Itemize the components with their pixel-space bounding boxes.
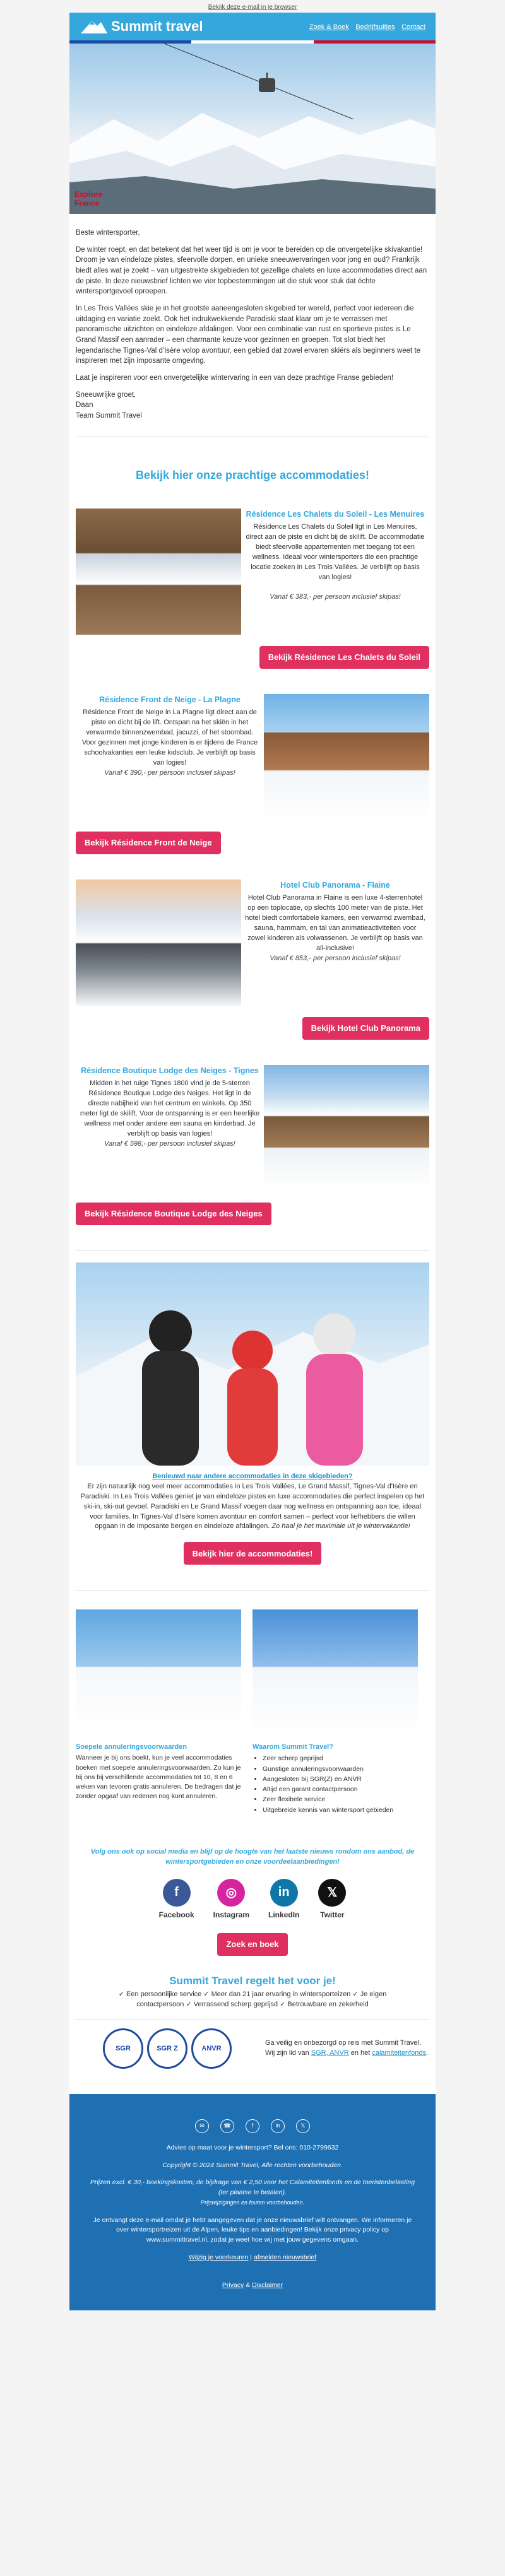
- other-accommodations-link[interactable]: Benieuwd naar andere accommodaties in deze skigebieden?: [152, 1472, 353, 1480]
- skiers-group-image-right: [252, 1609, 418, 1736]
- intro-paragraph-2: In Les Trois Vallées skie je in het grootste aaneengesloten skigebied ter wereld, perfect voor iedereen die uitdaging en variatie zoekt. Ook het indrukwekkende Paradiski staat klaar om je te verrassen met panoramische uitzichten en eindeloze afdalingen. Voor een combinatie van rust en sportieve pistes is Le Grand Massif een aanrader – een charmante keuze voor gezinnen en groepen. Tot slot biedt het legendarische Tignes-Val d'Isère volop avontuur, een gebied dat zowel ervaren skiërs als beginners weet te inspireren met zijn imposante omgeving.: [76, 305, 421, 365]
- accommodation-2-text: Résidence Front de Neige in La Plagne ligt direct aan de piste en dicht bij de lift. Ontspan na het skiën in het verwarmde binnenzwembad, jacuzzi, of het stoombad. Voor gezinnen met jonge kinderen is er tijdens de France schoolvakanties een leuke kidsclub. Je verblijft op basis van logies!: [81, 708, 258, 767]
- accommodation-4-title: Résidence Boutique Lodge des Neiges - Tignes: [81, 1066, 259, 1075]
- why-summit-title: Waarom Summit Travel?: [252, 1743, 333, 1751]
- divider: [76, 1250, 429, 1251]
- accommodation-4-image[interactable]: [264, 1065, 429, 1191]
- accommodation-3-text: Hotel Club Panorama in Flaine is een luxe 4-sterrenhotel op een toplocatie, op slechts 100 meter van de piste. Het hotel biedt comfortabele kamers, een verwarmd zwembad, sauna, hammam, en tal van animatieactiviteiten voor zowel kinderen als volwassenen. Je verblijft op basis van all-inclusive!: [245, 893, 425, 952]
- linkedin-icon[interactable]: in: [271, 2119, 285, 2133]
- phone-icon[interactable]: ☎: [220, 2119, 234, 2133]
- hero-label: Explore France: [74, 190, 103, 208]
- instagram-icon: ◎: [217, 1879, 245, 1907]
- linkedin-link[interactable]: in LinkedIn: [268, 1879, 299, 1919]
- accommodation-2-price: Vanaf € 390,- per persoon inclusief skipas!: [104, 768, 235, 777]
- footer-icons: [88, 2119, 417, 2133]
- nav-zoek-boek[interactable]: Zoek & Boek: [309, 23, 349, 31]
- sgrz-logo: SGR Z: [147, 2028, 187, 2069]
- regelt-line-2: contactpersoon ✓ Verrassend scherp geprijsd ✓ Betrouwbare en zekerheid: [136, 2000, 369, 2008]
- mountain-logo-icon: [80, 18, 109, 35]
- hero-image[interactable]: [69, 44, 436, 214]
- guarantee-logos: [76, 2028, 259, 2069]
- intro-paragraph-3: Laat je inspireren voor een onvergetelijke wintervaring in een van deze prachtige Franse gebieden!: [76, 374, 394, 382]
- instagram-link[interactable]: ◎ Instagram: [213, 1879, 249, 1919]
- calamiteitenfonds-link[interactable]: calamiteitenfonds: [372, 2049, 426, 2057]
- social-tagline: Volg ons ook op social media en blijf op de hoogte van het laatste nieuws rondom ons aanbod, de wintersportgebieden en onze voordeelaanbiedingen!: [90, 1847, 415, 1866]
- mail-icon[interactable]: ✉: [195, 2119, 209, 2133]
- accommodation-1-text: Résidence Les Chalets du Soleil ligt in Les Menuires, direct aan de piste en dicht bij de skilift. De accommodatie biedt sfeervolle appartementen met toegang tot een wellness. Ideaal voor wintersporters die een prachtige locatie zoeken in Les Trois Vallées. Je verblijft op basis van logies!: [246, 522, 425, 581]
- skiers-group-image-left: [76, 1609, 241, 1736]
- mountains-graphic: [69, 107, 436, 214]
- logo-text: Summit travel: [111, 18, 203, 34]
- accommodation-3: [69, 879, 436, 1006]
- manage-preferences-link[interactable]: Wijzig je voorkeuren: [188, 2253, 249, 2261]
- facebook-icon: f: [163, 1879, 191, 1907]
- section-title: Bekijk hier onze prachtige accommodaties!: [135, 468, 370, 481]
- footer-legal: Privacy & Disclaimer: [222, 2281, 283, 2289]
- footer-prices: Prijzen excl. € 30,- boekingskosten, de bijdrage van € 2,50 voor het Calamiteitenfonds en de toeristenbelasting (ter plaatse te betalen). Prijswijzigingen en fouten voorbehouden.: [90, 2179, 415, 2206]
- accommodation-3-price: Vanaf € 853,- per persoon inclusief skipas!: [270, 954, 401, 962]
- x-icon[interactable]: 𝕏: [296, 2119, 310, 2133]
- view-in-browser-link[interactable]: Bekijk deze e-mail in je browser: [208, 4, 297, 11]
- accommodation-2: [69, 694, 436, 820]
- kids-skiing-image[interactable]: [76, 1262, 429, 1466]
- disclaimer-link[interactable]: Disclaimer: [252, 2281, 283, 2289]
- twitter-icon: 𝕏: [318, 1879, 346, 1907]
- email-body: [69, 13, 436, 2310]
- accommodation-1-image[interactable]: [76, 509, 241, 635]
- nav-contact[interactable]: Contact: [401, 23, 425, 31]
- kids-graphic: [76, 1262, 429, 1466]
- accommodation-2-button[interactable]: Bekijk Résidence Front de Neige: [76, 832, 221, 854]
- social-links: [69, 1879, 436, 1928]
- anvr-logo: ANVR: [191, 2028, 232, 2069]
- accommodation-1-title: Résidence Les Chalets du Soleil - Les Menuires: [246, 509, 425, 519]
- accommodation-1-price: Vanaf € 383,- per persoon inclusief skipas!: [270, 593, 401, 601]
- accommodation-3-button[interactable]: Bekijk Hotel Club Panorama: [302, 1017, 429, 1040]
- cancellation-text: Wanneer je bij ons boekt, kun je veel accommodaties boeken met soepele annuleringsvoorwaarden. Zo kun je bij ons bij verschillende accommodaties tot 10, 8 en 6 weken van tevoren gratis annuleren. De bedragen dat je zonder opgaaf van redenen nog kunt annuleren.: [76, 1754, 241, 1801]
- footer: [69, 2094, 436, 2311]
- footer-links: Wijzig je voorkeuren | afmelden nieuwsbrief: [188, 2253, 317, 2261]
- header: [69, 13, 436, 40]
- other-accommodations-text: Er zijn natuurlijk nog veel meer accommodaties in Les Trois Vallées, Le Grand Massif, Tignes-Val d'Isère en Paradiski. In Les Trois Vallées geniet je van eindeloze pistes en luxe accommodaties die perfect inspelen op het ski-in, ski-out gevoel. Paradiski en Le Grand Massif voegen daar nog wellness en ontspanning aan toe, ideaal voor families. In Tignes-Val d'Isère komen avontuur en comfort samen – perfect voor liefhebbers die willen opgaan in de imposante bergen en eindeloze afdalingen. Zo haal je het maximale uit je wintervakantie!: [80, 1482, 425, 1531]
- topbar: [0, 0, 505, 13]
- cable-car-graphic: [69, 44, 436, 119]
- nav-bedrijfsuitjes[interactable]: Bedrijfsuitjes: [355, 23, 395, 31]
- features: [69, 1591, 436, 1815]
- footer-advice: Advies op maat voor je wintersport? Bel ons: 010-2799632: [166, 2143, 339, 2151]
- header-nav: [306, 21, 425, 32]
- search-book-button[interactable]: Zoek en boek: [217, 1933, 287, 1956]
- guarantee: [69, 2020, 436, 2094]
- facebook-link[interactable]: f Facebook: [159, 1879, 194, 1919]
- regelt-title: Summit Travel regelt het voor je!: [169, 1974, 336, 1987]
- accommodation-2-image[interactable]: [264, 694, 429, 820]
- intro-text: [69, 214, 436, 437]
- twitter-link[interactable]: 𝕏 Twitter: [318, 1879, 346, 1919]
- signature: Sneeuwrijke groet, Daan Team Summit Travel: [76, 391, 142, 420]
- intro-paragraph-1: De winter roept, en dat betekent dat het weer tijd is om je voor te bereiden op die onvergetelijke skivakantie! Droom je van eindeloze pistes, sfeervolle dorpen, en unieke sneeuwervaringen voor jong en oud? Frankrijk biedt alles wat je zoekt – van uitgestrekte skigebieden tot gezellige chalets en luxe accommodaties direct aan de piste. In deze nieuwsbrief lichten we vier topbestemmingen uit die stuk voor stuk dat échte wintersportgevoel oproepen.: [76, 245, 427, 296]
- accommodation-4-text: Midden in het ruige Tignes 1800 vind je de 5-sterren Résidence Boutique Lodge des Neiges. Het ligt in de directe nabijheid van het centrum en winkels. Op 350 meter ligt de skilift. Voor de ontspanning is er een heerlijke wellness met onder andere een sauna en kinderbad. Je verblijft op basis van logies!: [80, 1079, 260, 1138]
- greeting: Beste wintersporter,: [76, 229, 140, 237]
- sgr-logo: SGR: [103, 2028, 143, 2069]
- linkedin-icon: in: [270, 1879, 298, 1907]
- why-summit-list: • Zeer scherp geprijsd • Gunstige annuleringsvoorwaarden • Aangesloten bij SGR(Z) en ANVR • Altijd een garant contactpersoon • Zeer flexibele service • Uitgebreide kennis van wintersport gebieden: [252, 1753, 418, 1815]
- accommodation-1: [69, 509, 436, 635]
- other-accommodations: [69, 1466, 436, 1539]
- privacy-link[interactable]: Privacy: [222, 2281, 244, 2289]
- accommodation-3-image[interactable]: [76, 879, 241, 1006]
- accommodation-1-button[interactable]: Bekijk Résidence Les Chalets du Soleil: [259, 646, 429, 669]
- accommodation-2-title: Résidence Front de Neige - La Plagne: [99, 695, 241, 704]
- unsubscribe-link[interactable]: afmelden nieuwsbrief: [253, 2253, 317, 2261]
- accommodation-4-button[interactable]: Bekijk Résidence Boutique Lodge des Neiges: [76, 1203, 271, 1225]
- accommodation-3-title: Hotel Club Panorama - Flaine: [280, 880, 390, 890]
- guarantee-text: Ga veilig en onbezorgd op reis met Summit Travel. Wij zijn lid van SGR, ANVR en het calamiteitenfonds.: [265, 2038, 429, 2057]
- regelt-line-1: ✓ Een persoonlijke service ✓ Meer dan 21 jaar ervaring in wintersporteizen ✓ Je eigen: [118, 1990, 387, 1998]
- cancellation-title: Soepele annuleringsvoorwaarden: [76, 1743, 187, 1751]
- view-accommodations-button[interactable]: Bekijk hier de accommodaties!: [184, 1542, 322, 1565]
- accommodation-4: [69, 1065, 436, 1191]
- accommodation-4-price: Vanaf € 598,- per persoon inclusief skipas!: [104, 1139, 235, 1148]
- summit-regelt: [69, 1975, 436, 2019]
- footer-reason: Je ontvangt deze e-mail omdat je hebt aangegeven dat je onze nieuwsbrief wilt ontvangen. We informeren je over wintersportreizen uit de Alpen, leuke tips en aanbiedingen! Bekijk onze privacy policy op www.summittravel.nl, zodat je weet hoe wij met jouw gegevens omgaan.: [93, 2216, 412, 2244]
- sgr-anvr-link[interactable]: SGR, ANVR: [311, 2049, 349, 2057]
- footer-copyright: Copyright © 2024 Summit Travel, Alle rechten voorbehouden.: [162, 2161, 343, 2169]
- logo[interactable]: [80, 18, 203, 35]
- facebook-icon[interactable]: f: [246, 2119, 259, 2133]
